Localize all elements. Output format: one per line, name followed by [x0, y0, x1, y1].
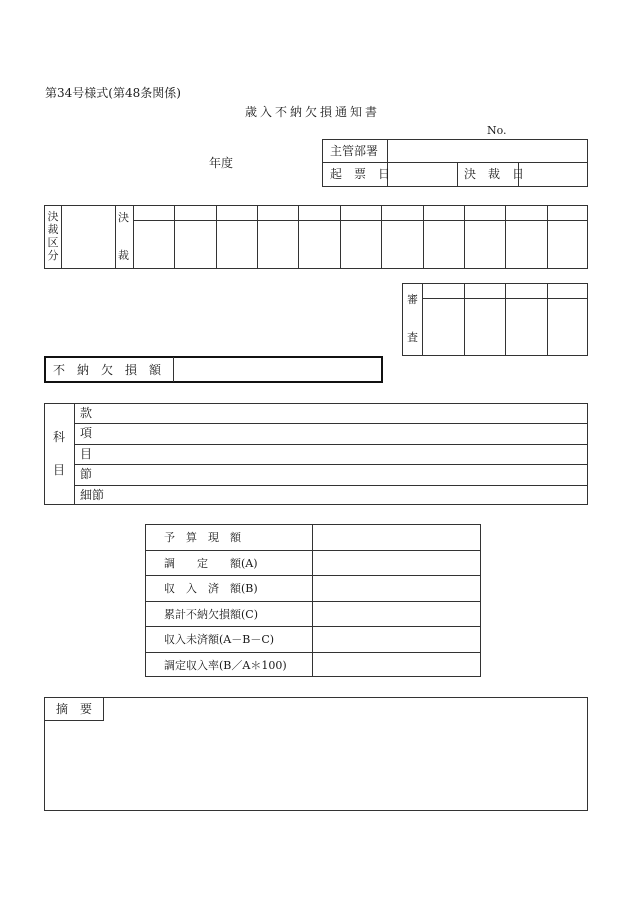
approval-stamp-cell[interactable]	[134, 221, 173, 268]
form-number: 第34号様式(第48条関係)	[45, 86, 181, 100]
approval-stamp-cell[interactable]	[465, 221, 504, 268]
loss-amount-divider	[173, 357, 174, 382]
audit-stamp-cell[interactable]	[506, 299, 546, 355]
approval-stamp-cell[interactable]	[424, 221, 463, 268]
accounts-table-divider	[74, 403, 75, 505]
decision-date-field[interactable]	[519, 163, 587, 186]
account-row-field[interactable]	[110, 486, 586, 504]
account-row-label: 細節	[80, 487, 105, 502]
loss-amount-label: 不 納 欠 損 額	[53, 363, 162, 377]
department-field[interactable]	[388, 140, 587, 161]
budget-row-value[interactable]	[314, 525, 479, 549]
budget-row-value[interactable]	[314, 602, 479, 626]
audit-stamp-cell[interactable]	[465, 299, 505, 355]
budget-row-label: 予 算 現 額	[164, 531, 241, 544]
account-row-field[interactable]	[110, 424, 586, 442]
approval-stamp-cell[interactable]	[175, 221, 214, 268]
budget-row-value[interactable]	[314, 653, 479, 677]
draft-date-label: 起 票 日	[330, 167, 391, 181]
budget-row-label: 調 定 額(A)	[164, 556, 258, 570]
approval-stamp-cell[interactable]	[548, 221, 587, 268]
audit-stamp-cell[interactable]	[423, 299, 463, 355]
loss-amount-field[interactable]	[175, 358, 380, 381]
header-table-divider	[457, 162, 458, 187]
draft-date-field[interactable]	[388, 163, 456, 186]
accounts-label-top: 科	[53, 430, 66, 444]
approval-stamp-cell[interactable]	[258, 221, 297, 268]
budget-row-value[interactable]	[314, 627, 479, 651]
account-row-field[interactable]	[110, 445, 586, 463]
decision-date-label: 決 裁 日	[464, 167, 525, 181]
summary-label: 摘 要	[56, 702, 93, 716]
summary-field[interactable]	[46, 722, 586, 809]
audit-label-top: 審	[407, 293, 418, 306]
budget-row-value[interactable]	[314, 576, 479, 600]
audit-label-bottom: 査	[407, 331, 418, 344]
accounts-label-bottom: 目	[53, 463, 66, 477]
account-row-field[interactable]	[110, 404, 586, 422]
budget-row-label: 収 入 済 額(B)	[164, 582, 258, 595]
account-row-label: 目	[80, 446, 93, 461]
approval-stamp-cell[interactable]	[217, 221, 256, 268]
budget-row-label: 収入未済額(A－B－C)	[164, 633, 275, 646]
budget-row-label: 調定収入率(B／A＊100)	[164, 658, 287, 672]
audit-stamp-cell[interactable]	[548, 299, 588, 355]
approval-stamp-cell[interactable]	[382, 221, 421, 268]
account-row-field[interactable]	[110, 465, 586, 483]
approval-stamp-cell[interactable]	[299, 221, 338, 268]
budget-row-label: 累計不納欠損額(C)	[164, 607, 258, 621]
document-title: 歳入不納欠損通知書	[245, 105, 381, 119]
decision-category-field[interactable]	[62, 206, 114, 268]
approval-stamp-cell[interactable]	[506, 221, 545, 268]
account-row-label: 節	[80, 467, 93, 482]
document-number-label: No.	[487, 124, 507, 137]
budget-row-value[interactable]	[314, 551, 479, 575]
approval-table-divider	[115, 205, 116, 269]
account-row-label: 項	[80, 426, 93, 441]
approval-stamp-cell[interactable]	[341, 221, 380, 268]
decision-label-bottom: 裁	[118, 249, 129, 262]
fiscal-year-label: 年度	[209, 156, 234, 170]
decision-label-top: 決	[118, 211, 129, 224]
decision-category-label: 決 裁 区 分	[47, 210, 59, 262]
account-row-label: 款	[80, 406, 93, 420]
department-label: 主管部署	[330, 144, 379, 158]
